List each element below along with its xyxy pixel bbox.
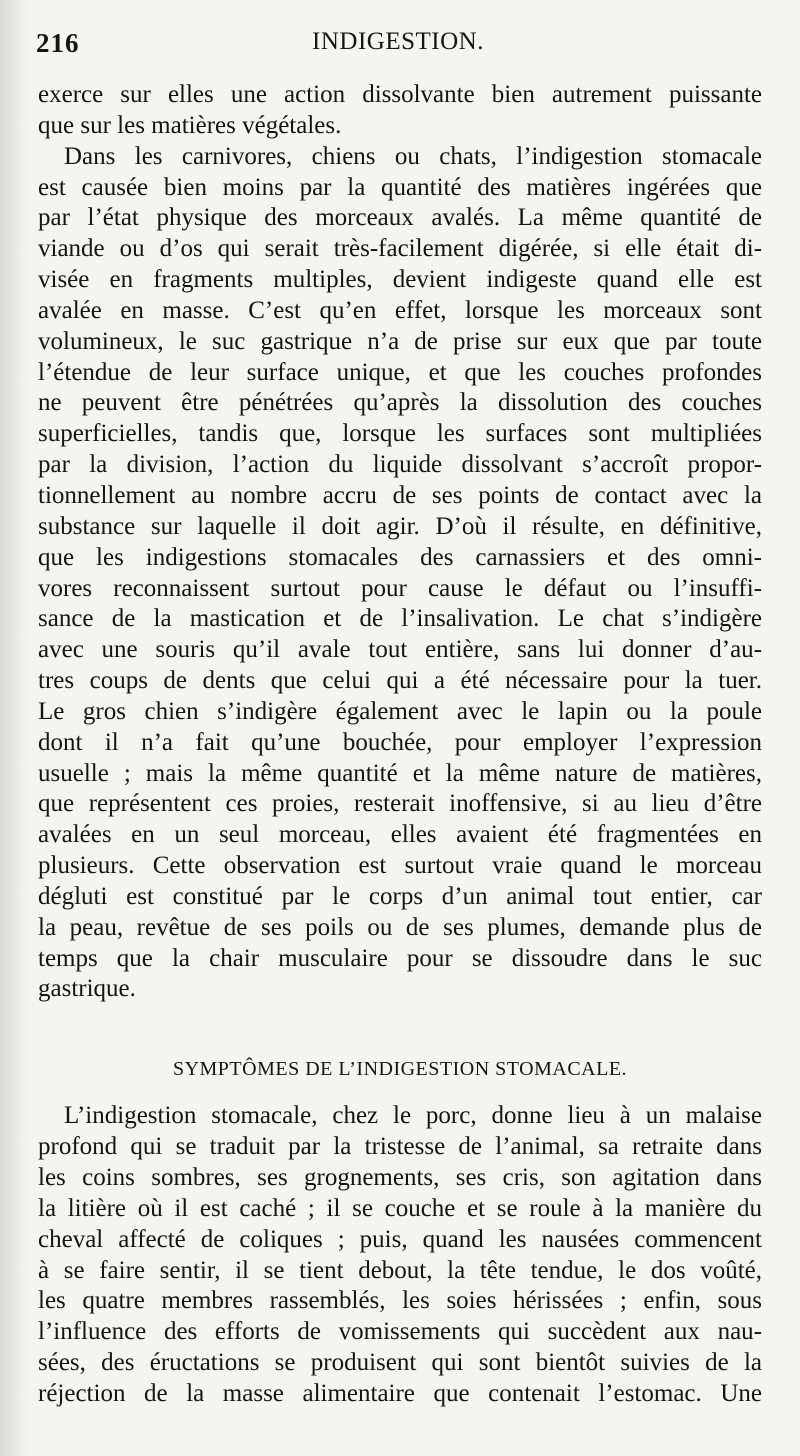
text-line: tionnellement au nombre accru de ses points de contact avec la bbox=[38, 481, 762, 509]
text-line: ne peuvent être pénétrées qu’après la dissolution des couches bbox=[38, 389, 762, 417]
text-line: Le gros chien s’indigère également avec le lapin ou la poule bbox=[38, 697, 762, 725]
paragraph-continued bbox=[38, 80, 762, 142]
text-line: que représentent ces proies, resterait inoffensive, si au lieu d’être bbox=[38, 790, 762, 818]
text-line: la litière où il est caché ; il se couche et se roule à la manière du bbox=[38, 1194, 762, 1222]
text-line: plusieurs. Cette observation est surtout vraie quand le morceau bbox=[38, 852, 762, 880]
page-header bbox=[36, 28, 760, 68]
text-line: volumineux, le suc gastrique n’a de prise sur eux que par toute bbox=[38, 327, 762, 355]
text-line: superficielles, tandis que, lorsque les surfaces sont multipliées bbox=[38, 420, 762, 448]
text-line: sées, des éructations se produisent qui sont bientôt suivies de la bbox=[38, 1349, 762, 1377]
text-line: dégluti est constitué par le corps d’un animal tout entier, car bbox=[38, 882, 762, 910]
text-line: la peau, revêtue de ses poils ou de ses plumes, demande plus de bbox=[38, 913, 762, 941]
text-line: est causée bien moins par la quantité des matières ingérées que bbox=[38, 173, 762, 201]
text-line: viande ou d’os qui serait très-facilement digérée, si elle était di- bbox=[38, 235, 762, 263]
text-line: l’influence des efforts de vomissements qui succèdent aux nau- bbox=[38, 1318, 762, 1346]
section-heading: SYMPTÔMES DE L’INDIGESTION STOMACALE. bbox=[172, 1058, 628, 1081]
text-line: usuelle ; mais la même quantité et la même nature de matières, bbox=[38, 759, 762, 787]
paragraph-carnivores bbox=[38, 142, 762, 1006]
section-symptoms bbox=[38, 1037, 762, 1409]
text-line: cheval affecté de coliques ; puis, quand les nausées commencent bbox=[38, 1225, 762, 1253]
text-line: substance sur laquelle il doit agir. D’où il résulte, en définitive, bbox=[38, 512, 762, 540]
text-line: sance de la mastication et de l’insalivation. Le chat s’indigère bbox=[38, 605, 762, 633]
text-line: avec une souris qu’il avale tout entière, sans lui donner d’au- bbox=[38, 636, 762, 664]
text-line: par l’état physique des morceaux avalés. La même quantité de bbox=[38, 204, 762, 232]
text-line: que les indigestions stomacales des carnassiers et des omni- bbox=[38, 543, 762, 571]
text-line: tres coups de dents que celui qui a été nécessaire pour la tuer. bbox=[38, 667, 762, 695]
text-line: dont il n’a fait qu’une bouchée, pour employer l’expression bbox=[38, 728, 762, 756]
text-line: profond qui se traduit par la tristesse de l’animal, sa retraite dans bbox=[38, 1133, 762, 1161]
text-line: réjection de la masse alimentaire que contenait l’estomac. Une bbox=[38, 1379, 762, 1407]
text-line: temps que la chair musculaire pour se dissoudre dans le suc bbox=[38, 944, 762, 972]
text-line: par la division, l’action du liquide dissolvant s’accroît propor- bbox=[38, 451, 762, 479]
text-line: les coins sombres, ses grognements, ses cris, son agitation dans bbox=[38, 1164, 762, 1191]
text-line: que sur les matières végétales. bbox=[38, 111, 342, 139]
text-line: les quatre membres rassemblés, les soies hérissées ; enfin, sous bbox=[38, 1287, 762, 1315]
text-line: avalée en masse. C’est qu’en effet, lorsque les morceaux sont bbox=[38, 296, 762, 324]
text-line: avalées en un seul morceau, elles avaient été fragmentées en bbox=[38, 821, 762, 849]
text-line: vores reconnaissent surtout pour cause le défaut ou l’insuffi- bbox=[38, 574, 762, 602]
page-body bbox=[38, 80, 762, 1410]
binding-shadow bbox=[0, 0, 26, 1456]
text-line: exerce sur elles une action dissolvante bien autrement puissante bbox=[38, 81, 762, 108]
running-title: INDIGESTION. bbox=[312, 28, 484, 55]
text-line: visée en fragments multiples, devient indigeste quand elle est bbox=[38, 266, 762, 294]
text-line: L’indigestion stomacale, chez le porc, donne lieu à un malaise bbox=[64, 1102, 762, 1130]
page-number: 216 bbox=[36, 28, 80, 58]
paragraph-symptoms bbox=[38, 1101, 762, 1409]
text-line: Dans les carnivores, chiens ou chats, l’indigestion stomacale bbox=[64, 142, 762, 170]
text-line: à se faire sentir, il se tient debout, la tête tendue, le dos voûté, bbox=[38, 1256, 762, 1284]
text-line: l’étendue de leur surface unique, et que les couches profondes bbox=[38, 358, 762, 386]
text-line: gastrique. bbox=[38, 975, 136, 1003]
